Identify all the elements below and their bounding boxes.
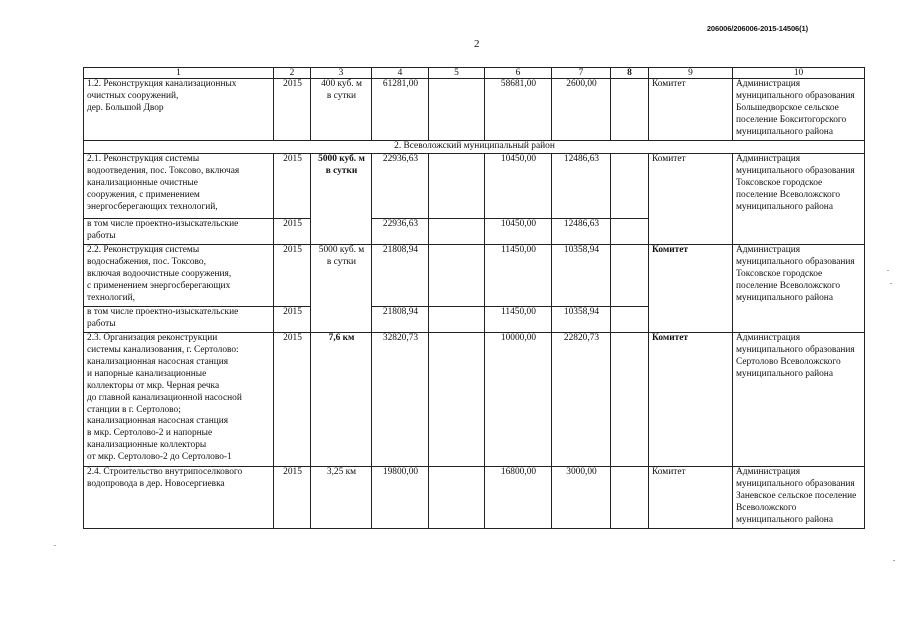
cell-year: 2015 bbox=[274, 333, 311, 467]
cell-col5 bbox=[429, 467, 485, 529]
cell-total: 21808,94 bbox=[372, 245, 429, 307]
table-row bbox=[84, 79, 865, 141]
cell-total: 21808,94 bbox=[372, 307, 429, 333]
cell-recipient: Администрация муниципального образования Сертолово Всеволожского муниципального района bbox=[733, 333, 865, 467]
scan-speck bbox=[54, 545, 56, 546]
cell-col7: 22820,73 bbox=[552, 333, 611, 467]
cell-col8 bbox=[611, 154, 649, 219]
header-cell: 6 bbox=[485, 68, 552, 79]
cell-col5 bbox=[429, 245, 485, 307]
scan-speck bbox=[893, 560, 895, 561]
header-cell: 9 bbox=[649, 68, 733, 79]
cell-col6: 58681,00 bbox=[485, 79, 552, 141]
cell-capacity: 5000 куб. м в сутки bbox=[311, 154, 372, 245]
cell-col6: 10450,00 bbox=[485, 219, 552, 245]
cell-year: 2015 bbox=[274, 154, 311, 219]
cell-object: 2.2. Реконструкция системы водоснабжения, пос. Токсово, включая водоочистные сооружения, с применением энергосберегающих технологий, bbox=[84, 245, 274, 307]
cell-col6: 10000,00 bbox=[485, 333, 552, 467]
header-cell: 7 bbox=[552, 68, 611, 79]
cell-col8 bbox=[611, 307, 649, 333]
cell-col8 bbox=[611, 219, 649, 245]
cell-responsible: Комитет bbox=[649, 467, 733, 529]
cell-capacity: 5000 куб. м в сутки bbox=[311, 245, 372, 333]
table-row bbox=[84, 245, 865, 307]
cell-col6: 11450,00 bbox=[485, 245, 552, 307]
header-cell: 5 bbox=[429, 68, 485, 79]
cell-object: 2.1. Реконструкция системы водоотведения, пос. Токсово, включая канализационные очистные сооружения, с применением энергосберегающих технологий, bbox=[84, 154, 274, 219]
cell-total: 32820,73 bbox=[372, 333, 429, 467]
cell-col8 bbox=[611, 79, 649, 141]
cell-col5 bbox=[429, 79, 485, 141]
page-number: 2 bbox=[474, 38, 480, 50]
cell-object: 2.4. Строительство внутрипоселкового водопровода в дер. Новосергиевка bbox=[84, 467, 274, 529]
cell-recipient: Администрация муниципального образования Токсовское городское поселение Всеволожского муниципального района bbox=[733, 245, 865, 333]
header-cell: 4 bbox=[372, 68, 429, 79]
cell-year: 2015 bbox=[274, 79, 311, 141]
cell-recipient: Администрация муниципального образования Токсовское городское поселение Всеволожского муниципального района bbox=[733, 154, 865, 245]
cell-col6: 11450,00 bbox=[485, 307, 552, 333]
header-cell: 3 bbox=[311, 68, 372, 79]
cell-capacity: 3,25 км bbox=[311, 467, 372, 529]
scan-speck bbox=[887, 270, 889, 271]
cell-responsible: Комитет bbox=[649, 79, 733, 141]
cell-total: 61281,00 bbox=[372, 79, 429, 141]
cell-col5 bbox=[429, 307, 485, 333]
cell-object: в том числе проектно-изыскательские работы bbox=[84, 307, 274, 333]
cell-total: 22936,63 bbox=[372, 154, 429, 219]
cell-object: в том числе проектно-изыскательские работы bbox=[84, 219, 274, 245]
cell-col7: 12486,63 bbox=[552, 154, 611, 219]
cell-col8 bbox=[611, 333, 649, 467]
cell-col5 bbox=[429, 333, 485, 467]
cell-object: 1.2. Реконструкция канализационных очистных сооружений, дер. Большой Двор bbox=[84, 79, 274, 141]
cell-year: 2015 bbox=[274, 307, 311, 333]
header-cell: 1 bbox=[84, 68, 274, 79]
section-row bbox=[84, 140, 865, 154]
cell-capacity: 400 куб. м в сутки bbox=[311, 79, 372, 141]
cell-responsible: Комитет bbox=[649, 333, 733, 467]
table-row bbox=[84, 467, 865, 529]
cell-col7: 2600,00 bbox=[552, 79, 611, 141]
cell-recipient: Администрация муниципального образования Большедворское сельское поселение Бокситогорского муниципального района bbox=[733, 79, 865, 141]
cell-total: 19800,00 bbox=[372, 467, 429, 529]
cell-col8 bbox=[611, 245, 649, 307]
header-cell: 2 bbox=[274, 68, 311, 79]
cell-year: 2015 bbox=[274, 467, 311, 529]
cell-total: 22936,63 bbox=[372, 219, 429, 245]
header-row bbox=[84, 68, 865, 79]
cell-recipient: Администрация муниципального образования Заневское сельское поселение Всеволожского муниципального района bbox=[733, 467, 865, 529]
cell-col6: 10450,00 bbox=[485, 154, 552, 219]
cell-col8 bbox=[611, 467, 649, 529]
cell-col7: 10358,94 bbox=[552, 307, 611, 333]
cell-col6: 16800,00 bbox=[485, 467, 552, 529]
table-row bbox=[84, 154, 865, 219]
scan-speck bbox=[890, 283, 892, 284]
header-cell: 10 bbox=[733, 68, 865, 79]
cell-col7: 12486,63 bbox=[552, 219, 611, 245]
cell-col5 bbox=[429, 219, 485, 245]
cell-col7: 3000,00 bbox=[552, 467, 611, 529]
cell-capacity: 7,6 км bbox=[311, 333, 372, 467]
table-row bbox=[84, 333, 865, 467]
cell-responsible: Комитет bbox=[649, 245, 733, 333]
cell-col7: 10358,94 bbox=[552, 245, 611, 307]
header-cell: 8 bbox=[611, 68, 649, 79]
document-id: 206006/206006-2015-14506(1) bbox=[706, 24, 808, 33]
cell-col5 bbox=[429, 154, 485, 219]
cell-year: 2015 bbox=[274, 219, 311, 245]
cell-object: 2.3. Организация реконструкции системы канализования, г. Сертолово: канализационная насосная станция и напорные канализационные коллекторы от мкр. Черная речка до главной канализационной насосной станции в г. Сертолово; канализационная насосная станция в мкр. Сертолово-2 и напорные канализационные коллекторы от мкр. Сертолово-2 до Сертолово-1 bbox=[84, 333, 274, 467]
section-title: 2. Всеволожский муниципальный район bbox=[84, 140, 865, 154]
cell-responsible: Комитет bbox=[649, 154, 733, 245]
cell-year: 2015 bbox=[274, 245, 311, 307]
data-table bbox=[83, 67, 865, 529]
